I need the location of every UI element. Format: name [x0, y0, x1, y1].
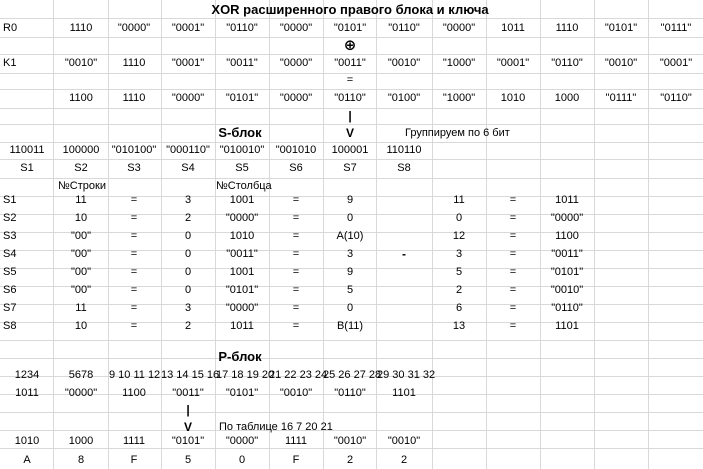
k1-value[interactable]: "1000"	[442, 57, 476, 69]
r0-value[interactable]: 1110	[555, 22, 579, 34]
xor-result-value[interactable]: "0000"	[171, 92, 205, 104]
pblock-output-value[interactable]: "0010"	[333, 435, 367, 447]
sbox-output-binary[interactable]: 1011	[555, 194, 579, 206]
equals-sign[interactable]: =	[509, 266, 517, 278]
sbox-row-name[interactable]: S1	[3, 194, 17, 206]
column-gridline	[432, 0, 433, 469]
k1-value[interactable]: "0000"	[279, 57, 313, 69]
pblock-input-value[interactable]: 1101	[392, 387, 416, 399]
xor-result-value[interactable]: "1000"	[442, 92, 476, 104]
xor-result-value[interactable]: 1100	[69, 92, 93, 104]
sbox-name[interactable]: S4	[181, 162, 195, 174]
sbox-output-decimal[interactable]: 6	[455, 302, 463, 314]
sbox-column-bits[interactable]: 1011	[230, 320, 254, 332]
sbox-output-decimal[interactable]: 11	[453, 194, 465, 206]
pblock-input-value[interactable]: "0110"	[334, 387, 366, 399]
sbox-column-bits[interactable]: "0000"	[225, 212, 259, 224]
equals-sign[interactable]: =	[130, 248, 138, 260]
column-gridline	[323, 0, 324, 469]
xor-result-value[interactable]: 1010	[500, 92, 526, 104]
down-arrow-head[interactable]: V	[345, 126, 355, 140]
r0-value[interactable]: "0101"	[604, 22, 638, 34]
column-number-header[interactable]: №Столбца	[216, 180, 272, 192]
row-gridline	[0, 412, 703, 413]
k1-value[interactable]: "0011"	[334, 57, 366, 69]
sbox-column-bits[interactable]: 1001	[229, 266, 255, 278]
column-gridline	[486, 0, 487, 469]
row-number-header[interactable]: №Строки	[58, 180, 106, 192]
sbox-output-decimal[interactable]: 12	[452, 230, 466, 242]
hex-digit[interactable]: F	[292, 454, 300, 466]
sbox-output-binary[interactable]: "0110"	[551, 302, 583, 314]
equals-sign[interactable]: =	[130, 320, 138, 332]
k1-value[interactable]: "0011"	[226, 57, 258, 69]
r0-value[interactable]: "0001"	[171, 22, 205, 34]
k1-value[interactable]: "0001"	[496, 57, 530, 69]
sbox-output-decimal[interactable]: 5	[455, 266, 463, 278]
r0-label[interactable]: R0	[3, 22, 18, 34]
bit-position-group[interactable]: 25 26 27 28	[323, 369, 382, 381]
k1-value[interactable]: "0001"	[659, 57, 693, 69]
k1-label[interactable]: K1	[3, 57, 17, 69]
down-arrow-bar[interactable]: |	[348, 109, 352, 123]
xor-symbol[interactable]: ⊕	[343, 37, 357, 54]
sbox-row-name[interactable]: S7	[3, 302, 17, 314]
equals-sign[interactable]: =	[130, 212, 138, 224]
r0-value[interactable]: "0101"	[333, 22, 367, 34]
equals-sign[interactable]: =	[509, 320, 517, 332]
column-gridline	[540, 0, 541, 469]
column-gridline	[648, 0, 649, 469]
xor-result-value[interactable]: "0110"	[660, 92, 692, 104]
xor-result-value[interactable]: "0110"	[334, 92, 366, 104]
k1-value[interactable]: "0001"	[171, 57, 205, 69]
sbox-row-name[interactable]: S3	[3, 230, 17, 242]
sbox-column-decimal[interactable]: 9	[346, 194, 354, 206]
equals-sign[interactable]: =	[130, 194, 138, 206]
sbox-row-decimal[interactable]: 0	[184, 284, 192, 296]
row-gridline	[0, 340, 703, 341]
bit-position-group[interactable]: 5678	[68, 369, 94, 381]
sbox-name[interactable]: S5	[235, 162, 249, 174]
sbox-row-decimal[interactable]: 2	[184, 212, 192, 224]
column-gridline	[108, 0, 109, 469]
sbox-output-decimal[interactable]: 2	[455, 284, 463, 296]
sbox-row-name[interactable]: S5	[3, 266, 17, 278]
hex-digit[interactable]: 2	[400, 454, 408, 466]
xor-result-value[interactable]: "0000"	[279, 92, 313, 104]
sbox-column-bits[interactable]: 1010	[229, 230, 255, 242]
column-gridline	[53, 0, 54, 469]
equals-symbol[interactable]: =	[346, 74, 354, 86]
sbox-column-decimal[interactable]: 5	[346, 284, 354, 296]
bit-position-group[interactable]: 29 30 31 32	[377, 369, 436, 381]
pblock-output-value[interactable]: "0000"	[225, 435, 259, 447]
hex-digit[interactable]: F	[130, 454, 138, 466]
hex-digit[interactable]: A	[23, 454, 31, 466]
sbox-name[interactable]: S6	[289, 162, 303, 174]
bit-position-group[interactable]: 9 10 11 12	[109, 369, 161, 381]
sbox-row-name[interactable]: S8	[3, 320, 17, 332]
sbox-name[interactable]: S1	[20, 162, 34, 174]
xor-result-value[interactable]: "0101"	[225, 92, 259, 104]
equals-sign[interactable]: =	[292, 266, 300, 278]
sbox-row-bits[interactable]: 11	[75, 194, 87, 206]
sbox-row-bits[interactable]: "00"	[70, 284, 92, 296]
sbox-column-decimal[interactable]: 0	[346, 212, 354, 224]
sbox-row-bits[interactable]: "00"	[70, 230, 92, 242]
hex-digit[interactable]: 2	[346, 454, 354, 466]
pblock-input-value[interactable]: "0010"	[279, 387, 313, 399]
sbox-group-bits[interactable]: 100000	[62, 144, 100, 156]
permutation-table-note[interactable]: По таблице 16 7 20 21	[219, 421, 333, 433]
sbox-row-decimal[interactable]: 3	[184, 302, 192, 314]
sbox-column-bits[interactable]: 1001	[229, 194, 255, 206]
sbox-column-decimal[interactable]: 3	[346, 248, 354, 260]
r0-value[interactable]: 1011	[501, 22, 525, 34]
pblock-input-value[interactable]: "0011"	[172, 387, 204, 399]
sbox-row-decimal[interactable]: 0	[184, 248, 192, 260]
k1-value[interactable]: "0010"	[604, 57, 638, 69]
sbox-row-bits[interactable]: "00"	[70, 248, 92, 260]
hex-digit[interactable]: 8	[77, 454, 85, 466]
sbox-output-binary[interactable]: "0011"	[551, 248, 583, 260]
sbox-output-decimal[interactable]: 3	[455, 248, 463, 260]
sbox-group-bits[interactable]: "010100"	[111, 144, 157, 156]
down-arrow-bar[interactable]: |	[186, 403, 190, 417]
pblock-output-value[interactable]: "0010"	[387, 435, 421, 447]
sbox-output-binary[interactable]: 1101	[555, 320, 579, 332]
column-gridline	[269, 0, 270, 469]
sbox-group-bits[interactable]: "000110"	[166, 144, 210, 156]
sbox-name[interactable]: S8	[397, 162, 411, 174]
equals-sign[interactable]: =	[130, 302, 138, 314]
equals-sign[interactable]: =	[509, 194, 517, 206]
equals-sign[interactable]: =	[509, 284, 517, 296]
r0-value[interactable]: "0000"	[117, 22, 151, 34]
down-arrow-head[interactable]: V	[183, 420, 193, 434]
r0-value[interactable]: "0110"	[226, 22, 258, 34]
row-gridline	[0, 358, 703, 359]
sbox-column-decimal[interactable]: B(11)	[336, 320, 364, 332]
k1-value[interactable]: 1110	[122, 57, 146, 69]
equals-sign[interactable]: =	[509, 248, 517, 260]
sblock-title[interactable]: S-блок	[218, 125, 262, 140]
column-gridline	[376, 0, 377, 469]
sbox-row-bits[interactable]: 10	[74, 320, 88, 332]
equals-sign[interactable]: =	[292, 320, 300, 332]
equals-sign[interactable]: =	[130, 266, 138, 278]
equals-sign[interactable]: =	[130, 284, 138, 296]
sbox-row-name[interactable]: S6	[3, 284, 17, 296]
sbox-name[interactable]: S2	[74, 162, 88, 174]
sbox-row-decimal[interactable]: 2	[184, 320, 192, 332]
sbox-column-decimal[interactable]: 0	[346, 302, 354, 314]
sbox-row-bits[interactable]: 11	[75, 302, 87, 314]
equals-sign[interactable]: =	[509, 212, 517, 224]
hex-digit[interactable]: 0	[238, 454, 246, 466]
r0-value[interactable]: 1110	[69, 22, 93, 34]
r0-value[interactable]: "0000"	[442, 22, 476, 34]
sbox-output-binary[interactable]: "0000"	[550, 212, 584, 224]
bit-position-group[interactable]: 13 14 15 16	[161, 369, 220, 381]
sbox-row-bits[interactable]: "00"	[70, 266, 92, 278]
k1-value[interactable]: "0010"	[387, 57, 421, 69]
equals-sign[interactable]: =	[292, 194, 300, 206]
k1-value[interactable]: "0010"	[64, 57, 98, 69]
sbox-row-decimal[interactable]: 0	[184, 266, 192, 278]
sbox-column-decimal[interactable]: A(10)	[336, 230, 364, 242]
sbox-output-decimal[interactable]: 13	[452, 320, 466, 332]
r0-value[interactable]: "0000"	[279, 22, 313, 34]
bit-position-group[interactable]: 17 18 19 20	[216, 369, 275, 381]
sbox-group-bits[interactable]: 100001	[331, 144, 369, 156]
sbox-group-bits[interactable]: 110110	[386, 144, 422, 156]
pblock-input-value[interactable]: 1011	[15, 387, 39, 399]
sbox-column-bits[interactable]: "0011"	[226, 248, 258, 260]
sbox-group-bits[interactable]: "001010	[275, 144, 317, 156]
equals-sign[interactable]: =	[130, 230, 138, 242]
equals-sign[interactable]: =	[292, 248, 300, 260]
sbox-row-bits[interactable]: 10	[74, 212, 88, 224]
sbox-row-decimal[interactable]: 0	[184, 230, 192, 242]
xor-result-value[interactable]: 1000	[554, 92, 580, 104]
xor-result-value[interactable]: "0100"	[387, 92, 421, 104]
equals-sign[interactable]: =	[509, 302, 517, 314]
column-gridline	[215, 0, 216, 469]
pblock-output-value[interactable]: 1111	[284, 435, 308, 447]
r0-value[interactable]: "0110"	[388, 22, 420, 34]
r0-value[interactable]: "0111"	[660, 22, 692, 34]
pblock-output-value[interactable]: 1111	[122, 435, 146, 447]
sheet-title[interactable]: XOR расширенного правого блока и ключа	[211, 2, 489, 17]
group-note[interactable]: Группируем по 6 бит	[405, 127, 510, 139]
equals-sign[interactable]: =	[292, 302, 300, 314]
sbox-group-bits[interactable]: "010010"	[219, 144, 265, 156]
sbox-output-binary[interactable]: "0010"	[550, 284, 584, 296]
xor-result-value[interactable]: 1110	[122, 92, 146, 104]
sbox-output-decimal[interactable]: 0	[455, 212, 463, 224]
sbox-column-bits[interactable]: "0000"	[225, 302, 259, 314]
pblock-output-value[interactable]: 1000	[68, 435, 94, 447]
sbox-output-binary[interactable]: "0101"	[550, 266, 584, 278]
sbox-output-binary[interactable]: 1100	[555, 230, 579, 242]
k1-value[interactable]: "0110"	[551, 57, 583, 69]
sbox-column-bits[interactable]: "0101"	[225, 284, 259, 296]
dash-mark[interactable]: -	[402, 247, 406, 261]
row-gridline	[0, 430, 703, 431]
xor-result-value[interactable]: "0111"	[605, 92, 637, 104]
sbox-column-decimal[interactable]: 9	[346, 266, 354, 278]
column-gridline	[161, 0, 162, 469]
sbox-row-name[interactable]: S2	[3, 212, 17, 224]
pblock-title[interactable]: Р-блок	[218, 349, 262, 364]
sbox-name[interactable]: S3	[127, 162, 141, 174]
bit-position-group[interactable]: 1234	[14, 369, 40, 381]
pblock-output-value[interactable]: "0101"	[171, 435, 205, 447]
pblock-output-value[interactable]: 1010	[14, 435, 40, 447]
sbox-row-name[interactable]: S4	[3, 248, 17, 260]
sbox-name[interactable]: S7	[343, 162, 357, 174]
pblock-input-value[interactable]: 1100	[122, 387, 146, 399]
bit-position-group[interactable]: 21 22 23 24	[269, 369, 328, 381]
column-gridline	[594, 0, 595, 469]
hex-digit[interactable]: 5	[184, 454, 192, 466]
equals-sign[interactable]: =	[509, 230, 517, 242]
equals-sign[interactable]: =	[292, 212, 300, 224]
equals-sign[interactable]: =	[292, 284, 300, 296]
pblock-input-value[interactable]: "0101"	[225, 387, 259, 399]
sbox-row-decimal[interactable]: 3	[184, 194, 192, 206]
sbox-group-bits[interactable]: 110011	[9, 144, 45, 156]
equals-sign[interactable]: =	[292, 230, 300, 242]
pblock-input-value[interactable]: "0000"	[64, 387, 98, 399]
